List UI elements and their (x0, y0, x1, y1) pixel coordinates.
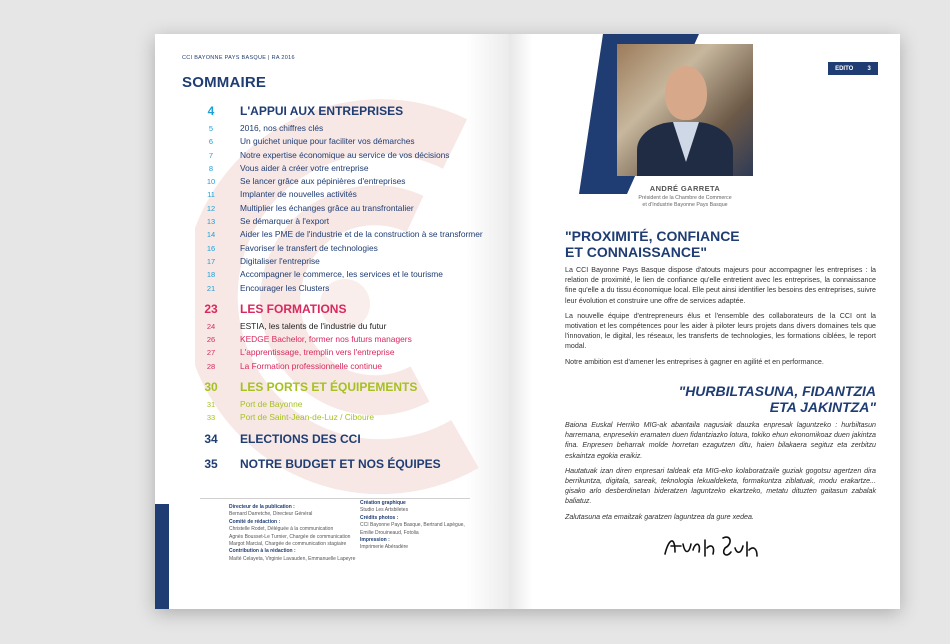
credits-heading: Crédits photos : (360, 514, 399, 521)
toc-item[interactable] (182, 243, 502, 256)
toc-page-number: 18 (206, 270, 216, 280)
toc-item[interactable] (182, 412, 502, 425)
toc-label: Aider les PME de l'industrie et de la construction à se transformer (240, 229, 483, 240)
running-head: CCI BAYONNE PAYS BASQUE | RA 2016 (182, 55, 295, 61)
toc-label: Encourager les Clusters (240, 282, 330, 293)
toc-label: Favoriser le transfert de technologies (240, 242, 378, 253)
right-page (509, 34, 900, 609)
paragraph: Notre ambition est d'amener les entreprises à gagner en agilité et en performance. (565, 357, 824, 366)
paragraph: La CCI Bayonne Pays Basque dispose d'atouts majeurs pour accompagner les entreprises : la relation de proximité, le lien de confiance qu'elle entretient avec les entreprises, la connaissance fine qu'elle a du tissu économique local. Elle peut ainsi identifier les besoins des entreprises, suivre leur évolution et construire une offre de services adaptée. (565, 266, 876, 305)
credits-line: CCI Bayonne Pays Basque, Bertrand Lapègue, (360, 522, 465, 529)
toc-page-number: 28 (206, 361, 216, 371)
toc-item[interactable] (182, 150, 502, 163)
toc-page-number: 4 (207, 104, 215, 118)
toc-item[interactable] (182, 229, 502, 242)
toc-page-number: 30 (204, 380, 218, 395)
toc-page-number: 21 (206, 283, 216, 293)
toc-label: ELECTIONS DES CCI (240, 431, 361, 446)
toc-label: Implanter de nouvelles activités (240, 189, 357, 200)
credits-line: Christelle Rodet, Déléguée à la communication (229, 526, 334, 533)
quote-line: ET CONNAISSANCE" (565, 244, 707, 260)
credits-line: Imprimerie Abéradère (360, 544, 409, 551)
toc-page-number: 33 (206, 413, 216, 423)
toc-item[interactable] (182, 216, 502, 229)
toc-section[interactable] (182, 104, 502, 123)
credits-line: Margot Marcial, Chargée de communication stagiaire (229, 541, 347, 548)
portrait-figure (665, 66, 707, 120)
toc-label: Multiplier les échanges grâce au transfrontalier (240, 202, 414, 213)
toc-page-number: 16 (206, 243, 216, 253)
toc-section[interactable] (182, 380, 502, 399)
credits-heading: Impression : (360, 537, 390, 544)
toc-page-number: 12 (206, 203, 216, 213)
credits-column-2 (360, 500, 465, 552)
toc-section[interactable] (182, 432, 502, 451)
portrait-photo (617, 44, 753, 176)
section-tab-label: EDITO (835, 65, 854, 72)
toc-label: Accompagner le commerce, les services et le tourisme (240, 269, 443, 280)
toc-page-number: 14 (206, 230, 216, 240)
toc-page-number: 23 (204, 301, 218, 316)
person-name: ANDRÉ GARRETA (649, 184, 721, 193)
credits-heading: Contribution à la rédaction : (229, 548, 296, 555)
divider (200, 498, 470, 499)
section-tab (828, 62, 878, 75)
toc-label: Port de Saint-Jean-de-Luz / Ciboure (240, 412, 375, 423)
toc-item[interactable] (182, 256, 502, 269)
credits-line: Emilie Drouineaud, Fotolia (360, 529, 419, 536)
toc-item[interactable] (182, 203, 502, 216)
body-text-fr (565, 265, 876, 372)
credits-heading: Création graphique (360, 500, 406, 506)
toc-item[interactable] (182, 399, 502, 412)
page-number: 3 (867, 65, 871, 72)
decorative-stripe (155, 504, 169, 609)
toc-label: 2016, nos chiffres clés (240, 123, 324, 133)
toc-item[interactable] (182, 136, 502, 149)
toc-label: Se démarquer à l'export (240, 216, 330, 227)
toc-page-number: 35 (204, 456, 218, 471)
toc-item[interactable] (182, 176, 502, 189)
paragraph: La nouvelle équipe d'entrepreneurs élus et l'ensemble des collaborateurs de la CCI ont la motivation et les compétences pour les aider à piloter leurs projets dans divers domaines tels que l'innovation, le digital, les réseaux, les transferts de technologies, les formations ciblées, le report modal. (565, 311, 876, 351)
toc-page-number: 6 (208, 137, 214, 147)
credits-column-1 (229, 504, 355, 563)
quote-line: "PROXIMITÉ, CONFIANCE (565, 228, 740, 244)
credits-heading: Comité de rédaction : (229, 518, 281, 525)
toc-label: Digitaliser l'entreprise (240, 255, 320, 266)
quote-heading-fr (565, 228, 865, 260)
toc-page-number: 13 (206, 217, 216, 227)
toc-page-number: 31 (206, 400, 216, 410)
toc-label: Se lancer grâce aux pépinières d'entreprises (240, 176, 406, 187)
toc-page-number: 7 (208, 150, 214, 160)
toc-item[interactable] (182, 269, 502, 282)
toc-label: LES FORMATIONS (240, 301, 347, 316)
toc-page-number: 26 (206, 335, 216, 345)
body-text-eu (565, 420, 876, 527)
person-role (607, 195, 763, 209)
toc-label: L'apprentissage, tremplin vers l'entreprise (240, 347, 395, 358)
toc-item[interactable] (182, 347, 502, 360)
quote-heading-eu (565, 383, 876, 415)
toc-page-number: 27 (206, 348, 216, 358)
handwritten-signature (661, 532, 771, 562)
toc-label: Un guichet unique pour faciliter vos démarches (240, 136, 415, 147)
toc-item[interactable] (182, 123, 502, 136)
left-page (155, 34, 509, 609)
toc-page-number: 24 (206, 321, 216, 331)
toc-label: L'APPUI AUX ENTREPRISES (240, 104, 404, 118)
table-of-contents (182, 104, 502, 476)
credits-heading: Directeur de la publication : (229, 504, 295, 510)
toc-item[interactable] (182, 163, 502, 176)
paragraph: Hautatuak izan diren enpresari taldeak eta MIG-eko kolaboratzaile guziak gogotsu agertzen dira berrikuntza, digitala, sareak, teknologia lekualdeketa, formakuntza ziblatuak, modu erakartze... gisako arlo desberdinetan bideratzen laguntzeko ekartzeko, metatu dituzten gaitasun zabalak baliatuz. (565, 466, 876, 506)
toc-item[interactable] (182, 361, 502, 374)
person-role-line: Président de la Chambre de Commerce (638, 195, 732, 201)
brochure-spread (155, 34, 900, 609)
toc-section[interactable] (182, 302, 502, 321)
toc-page-number: 11 (207, 190, 215, 200)
toc-page-number: 10 (206, 177, 216, 187)
toc-item[interactable] (182, 283, 502, 296)
paragraph: Zalutasuna eta emaitzak garatzen laguntzea da gure xedea. (565, 512, 754, 521)
toc-page-number: 34 (204, 431, 218, 446)
toc-label: Vous aider à créer votre entreprise (240, 162, 369, 173)
credits-line: Agnès Bousset-Le Turnier, Chargée de communication (229, 533, 351, 540)
toc-label: La Formation professionnelle continue (240, 360, 382, 371)
paragraph: Baiona Euskal Herriko MIG-ak abantaila nagusiak dauzka enpresak laguntzeko : hurbiltasun harremana, enpresekin eramaten duen fidantziazko lotura, tokiko ehun ekonomikoaz duen jakintza fina. Enpresen beharrak molde horretan ezagutzen ditu, haien bilakaera segituz eta zerbitzu eskaintza egokia eraikiz. (565, 421, 876, 460)
toc-page-number: 8 (208, 163, 214, 173)
toc-item[interactable] (182, 189, 502, 202)
toc-label: Notre expertise économique au service de vos décisions (240, 149, 450, 160)
quote-line: ETA JAKINTZA" (769, 399, 876, 415)
toc-label: ESTIA, les talents de l'industrie du futur (240, 320, 387, 331)
toc-label: KEDGE Bachelor, former nos futurs managers (240, 334, 412, 345)
toc-section[interactable] (182, 457, 502, 476)
quote-line: "HURBILTASUNA, FIDANTZIA (678, 383, 876, 399)
toc-label: Port de Bayonne (240, 399, 303, 410)
toc-item[interactable] (182, 321, 502, 334)
person-role-line: et d'Industrie Bayonne Pays Basque (642, 202, 728, 208)
credits-line: Maïté Celayeta, Virginie Lavauden, Emmanuelle Lapeyre (229, 555, 356, 562)
toc-page-number: 17 (206, 256, 216, 266)
toc-item[interactable] (182, 334, 502, 347)
toc-label: LES PORTS ET ÉQUIPEMENTS (240, 380, 418, 395)
toc-label: NOTRE BUDGET ET NOS ÉQUIPES (240, 456, 441, 471)
credits-line: Studio Les Artsbiletes (360, 507, 409, 514)
page-title: SOMMAIRE (182, 74, 267, 91)
toc-page-number: 5 (208, 124, 214, 133)
credits-line: Bernard Darretche, Directeur Général (229, 511, 313, 518)
